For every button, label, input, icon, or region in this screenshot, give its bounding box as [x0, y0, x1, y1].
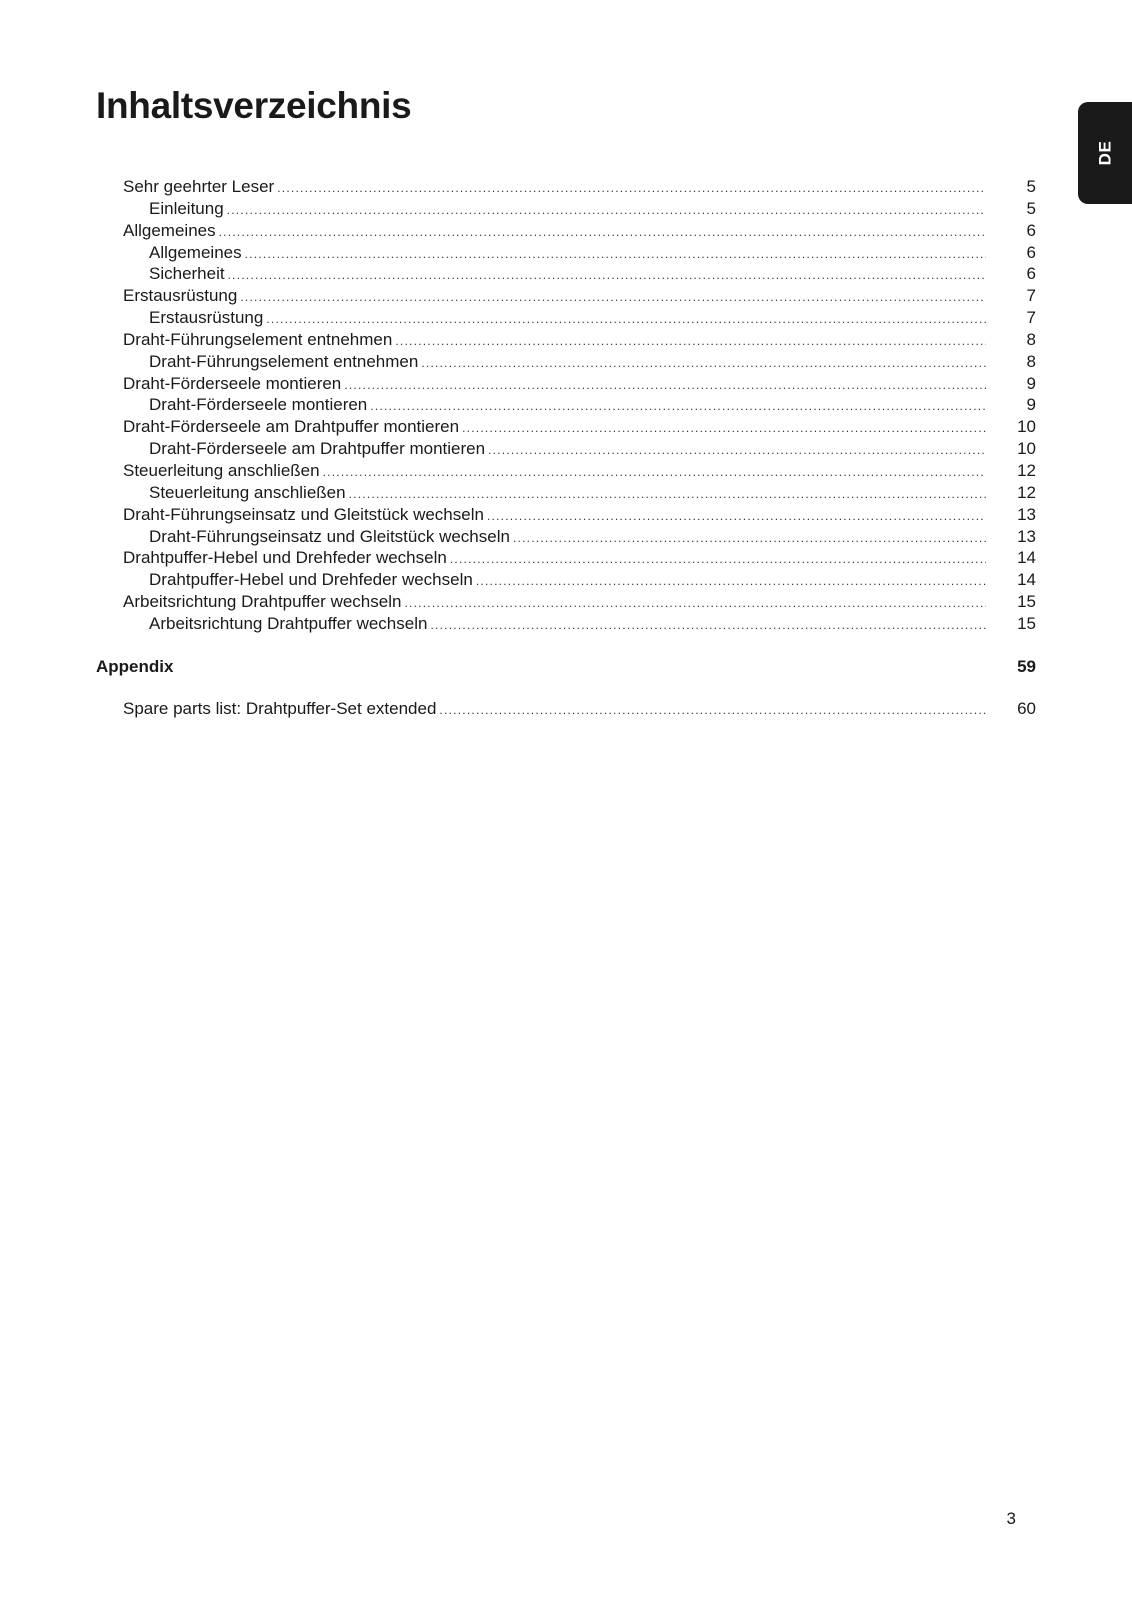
toc-entry-label: Draht-Führungselement entnehmen — [149, 351, 419, 371]
toc-entry-label: Draht-Förderseele am Drahtpuffer montieren — [149, 439, 486, 459]
toc-entry-page: 12 — [1017, 482, 1036, 502]
toc-section-appendix[interactable] — [96, 657, 1036, 679]
toc-entry[interactable] — [96, 592, 1036, 614]
toc-entry-label: Draht-Förderseele montieren — [123, 373, 342, 393]
toc-dot-leader — [488, 439, 986, 456]
toc-entry[interactable] — [96, 548, 1036, 570]
toc-dot-leader — [349, 483, 986, 500]
toc-entry-label: Draht-Führungseinsatz und Gleitstück wechseln — [149, 526, 510, 546]
toc-entry-page: 12 — [1017, 460, 1036, 480]
language-tab-label: DE — [1095, 140, 1114, 166]
toc-dot-leader — [266, 308, 986, 325]
toc-dot-leader — [476, 570, 986, 587]
toc-entry-label: Draht-Förderseele am Drahtpuffer montieren — [123, 417, 460, 437]
toc-dot-leader — [439, 699, 986, 716]
toc-dot-leader — [240, 286, 986, 303]
toc-main-list — [96, 177, 1036, 636]
table-of-contents — [96, 177, 1036, 721]
toc-entry-label: Draht-Förderseele montieren — [149, 395, 368, 415]
toc-entry-page: 14 — [1017, 548, 1036, 568]
toc-entry-label: Erstausrüstung — [149, 308, 264, 328]
toc-entry-label: Arbeitsrichtung Drahtpuffer wechseln — [149, 613, 428, 633]
toc-dot-leader — [227, 199, 986, 216]
toc-entry-page: 14 — [1017, 570, 1036, 590]
toc-entry-page: 7 — [1026, 286, 1036, 306]
toc-entry[interactable] — [96, 417, 1036, 439]
toc-entry-page: 10 — [1017, 417, 1036, 437]
toc-entry-label: Drahtpuffer-Hebel und Drehfeder wechseln — [149, 570, 473, 590]
toc-entry[interactable] — [96, 330, 1036, 352]
toc-entry-label: Allgemeines — [123, 220, 216, 240]
toc-entry-page: 15 — [1017, 613, 1036, 633]
page-title: Inhaltsverzeichnis — [96, 85, 412, 126]
toc-dot-leader — [245, 243, 986, 260]
toc-entry[interactable] — [96, 699, 1036, 721]
toc-dot-leader — [228, 264, 986, 281]
toc-entry[interactable] — [96, 308, 1036, 330]
toc-entry-page: 60 — [1017, 698, 1036, 718]
toc-entry[interactable] — [96, 221, 1036, 243]
toc-entry-label: Erstausrüstung — [123, 286, 238, 306]
toc-entry-page: 9 — [1026, 395, 1036, 415]
toc-dot-leader — [395, 330, 986, 347]
toc-entry-page: 13 — [1017, 526, 1036, 546]
toc-entry[interactable] — [96, 570, 1036, 592]
toc-dot-leader — [487, 505, 986, 522]
toc-entry[interactable] — [96, 483, 1036, 505]
toc-entry[interactable] — [96, 374, 1036, 396]
toc-entry-label: Draht-Führungseinsatz und Gleitstück wechseln — [123, 504, 484, 524]
toc-appendix-list — [96, 699, 1036, 721]
toc-dot-leader — [370, 395, 986, 412]
toc-entry-label: Steuerleitung anschließen — [149, 482, 346, 502]
toc-entry-page: 6 — [1026, 220, 1036, 240]
page-number: 3 — [1006, 1509, 1016, 1528]
toc-entry[interactable] — [96, 264, 1036, 286]
toc-dot-leader — [462, 417, 986, 434]
toc-section-page: 59 — [1017, 656, 1036, 676]
toc-entry[interactable] — [96, 177, 1036, 199]
toc-entry[interactable] — [96, 352, 1036, 374]
toc-dot-leader — [344, 374, 986, 391]
toc-entry-page: 8 — [1026, 351, 1036, 371]
toc-entry-page: 6 — [1026, 264, 1036, 284]
toc-entry[interactable] — [96, 614, 1036, 636]
toc-dot-leader — [421, 352, 986, 369]
toc-entry[interactable] — [96, 527, 1036, 549]
toc-entry-page: 8 — [1026, 329, 1036, 349]
toc-section-label: Appendix — [96, 656, 174, 676]
toc-dot-leader — [323, 461, 986, 478]
toc-dot-leader — [277, 177, 986, 194]
toc-entry-page: 13 — [1017, 504, 1036, 524]
toc-entry[interactable] — [96, 439, 1036, 461]
toc-entry[interactable] — [96, 286, 1036, 308]
toc-entry[interactable] — [96, 461, 1036, 483]
toc-entry-page: 10 — [1017, 439, 1036, 459]
toc-dot-leader — [219, 221, 986, 238]
toc-entry-page: 15 — [1017, 592, 1036, 612]
toc-dot-leader — [404, 592, 986, 609]
toc-entry[interactable] — [96, 243, 1036, 265]
toc-entry-label: Steuerleitung anschließen — [123, 460, 320, 480]
toc-entry-label: Spare parts list: Drahtpuffer-Set extended — [123, 698, 437, 718]
toc-dot-leader — [450, 548, 986, 565]
toc-dot-leader — [513, 527, 986, 544]
toc-entry-label: Drahtpuffer-Hebel und Drehfeder wechseln — [123, 548, 447, 568]
toc-entry-label: Einleitung — [149, 198, 224, 218]
toc-entry-page: 6 — [1026, 242, 1036, 262]
toc-dot-leader — [430, 614, 986, 631]
toc-entry[interactable] — [96, 505, 1036, 527]
toc-entry-label: Sehr geehrter Leser — [123, 177, 275, 196]
toc-entry[interactable] — [96, 395, 1036, 417]
toc-entry-page: 9 — [1026, 373, 1036, 393]
language-tab — [1078, 102, 1132, 204]
toc-entry-label: Allgemeines — [149, 242, 242, 262]
toc-entry-page: 7 — [1026, 308, 1036, 328]
toc-entry-page: 5 — [1026, 177, 1036, 196]
toc-entry-page: 5 — [1026, 198, 1036, 218]
toc-entry-label: Draht-Führungselement entnehmen — [123, 329, 393, 349]
toc-entry-label: Arbeitsrichtung Drahtpuffer wechseln — [123, 592, 402, 612]
toc-entry-label: Sicherheit — [149, 264, 225, 284]
toc-entry[interactable] — [96, 199, 1036, 221]
